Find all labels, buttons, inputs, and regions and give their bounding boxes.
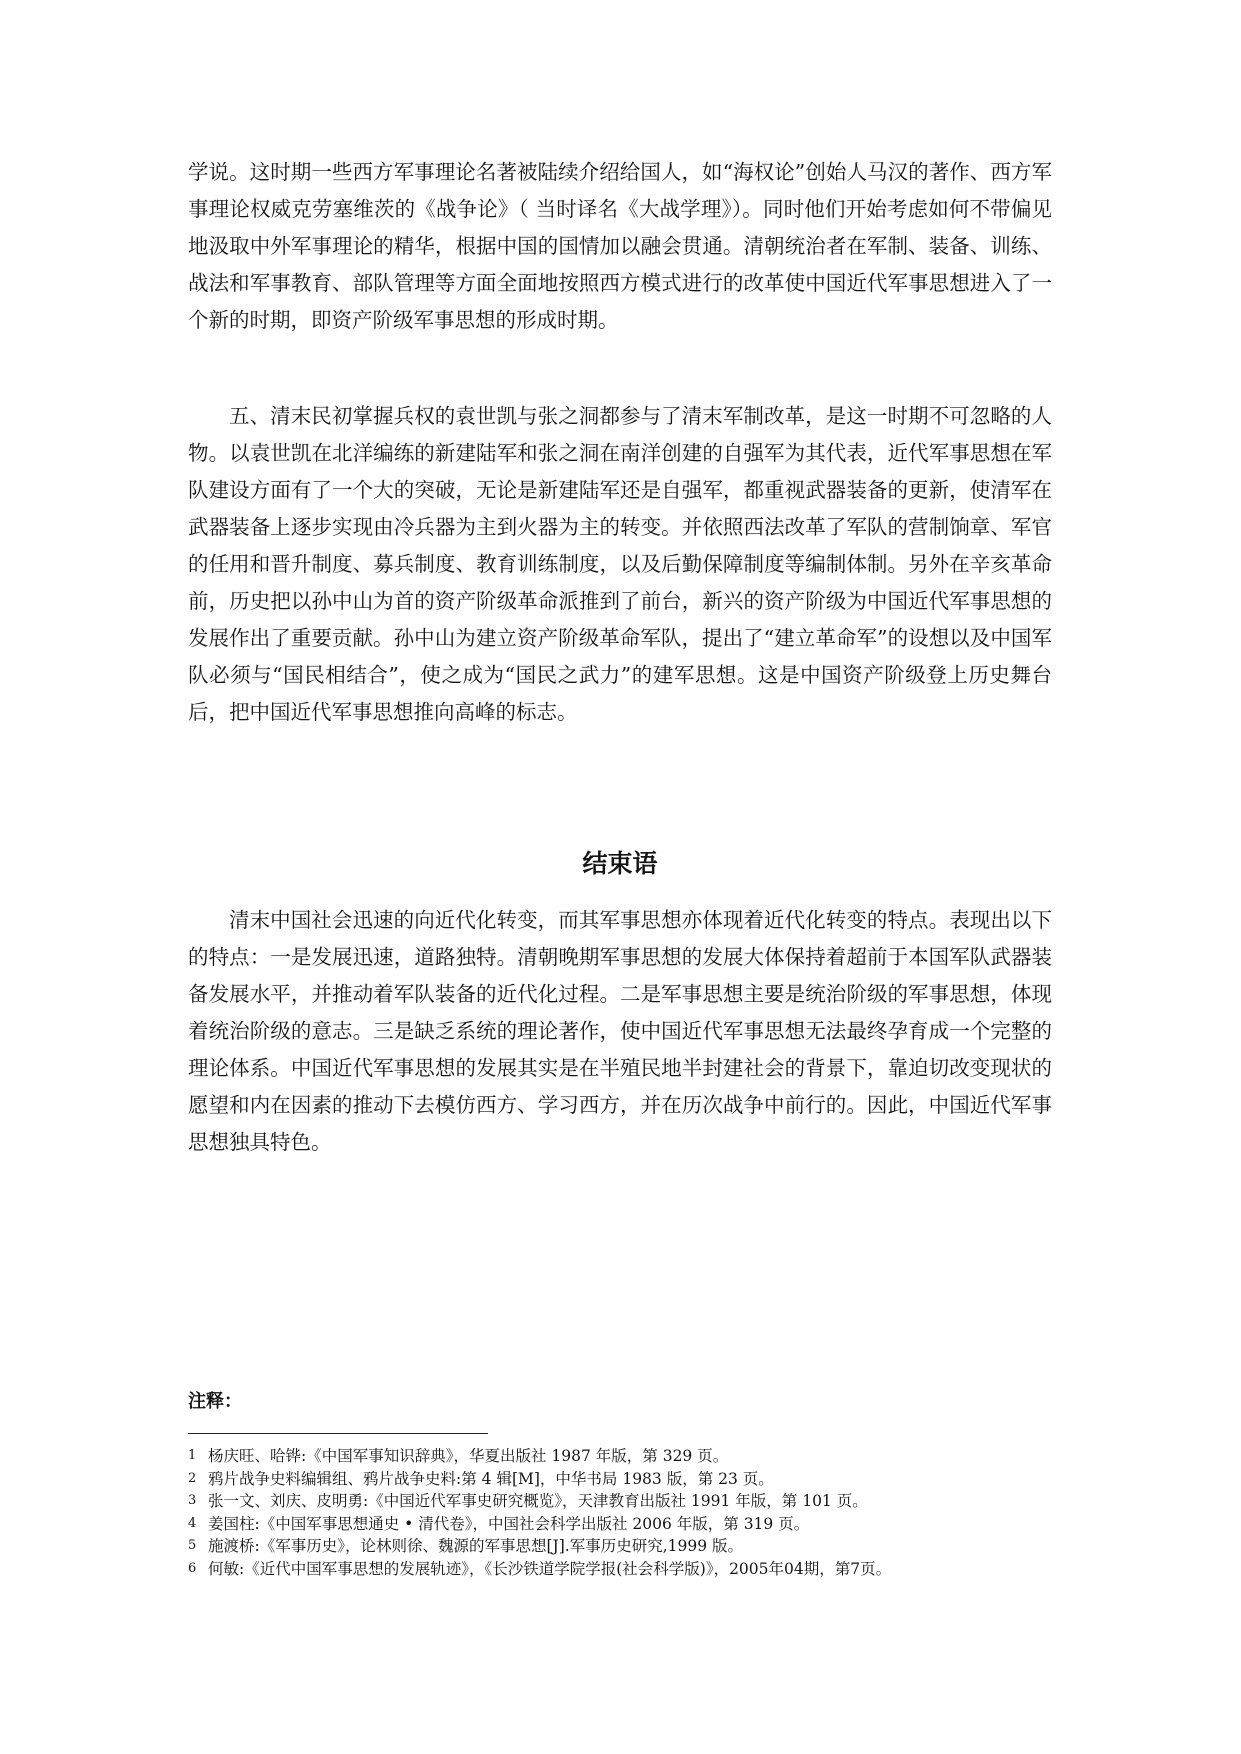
footnote-text: 施渡桥:《军事历史》，论林则徐、魏源的军事思想[J].军事历史研究,1999 版。 (208, 1537, 744, 1555)
notes-heading: 注释： (188, 1391, 242, 1412)
footnote-number: 4 (188, 1515, 197, 1531)
footnote-item (188, 1468, 1052, 1491)
footnote-item (188, 1558, 1052, 1581)
section-heading-conclusion: 结束语 (582, 849, 658, 878)
footnote-text: 鸦片战争史料编辑组、鸦片战争史料:第 4 辑[M]，中华书局 1983 版，第 23 页。 (208, 1469, 774, 1488)
footnote-number: 5 (188, 1538, 197, 1553)
paragraph-text: 清末中国社会迅速的向近代化转变，而其军事思想亦体现着近代化转变的特点。表现出以下的特点：一是发展迅速，道路独特。清朝晚期军事思想的发展大体保持着超前于本国军队武器装备发展水平，并推动着军队装备的近代化过程。二是军事思想主要是统治阶级的军事思想，体现着统治阶级的意志。三是缺乏系统的理论著作，使中国近代军事思想无法最终孕育成一个完整的理论体系。中国近代军事思想的发展其实是在半殖民地半封建社会的背景下，靠迫切改变现状的愿望和内在因素的推动下去模仿西方、学习西方，并在历次战争中前行的。因此，中国近代军事思想独具特色。 (188, 908, 1052, 1154)
body-paragraph-conclusion (188, 902, 1052, 1161)
footnote-number: 1 (188, 1448, 197, 1463)
footnote-item (188, 1513, 1052, 1536)
footnote-item (188, 1445, 1052, 1468)
body-paragraph-section-five (188, 398, 1052, 731)
footnote-text: 张一文、刘庆、皮明勇:《中国近代军事史研究概览》，天津教育出版社 1991 年版，第 101 页。 (208, 1492, 868, 1510)
paragraph-text: 五、清末民初掌握兵权的袁世凯与张之洞都参与了清末军制改革，是这一时期不可忽略的人物。以袁世凯在北洋编练的新建陆军和张之洞在南洋创建的自强军为其代表，近代军事思想在军队建设方面有了一个大的突破，无论是新建陆军还是自强军，都重视武器装备的更新，使清军在武器装备上逐步实现由冷兵器为主到火器为主的转变。并依照西法改革了军队的营制饷章、军官的任用和晋升制度、募兵制度、教育训练制度，以及后勤保障制度等编制体制。另外在辛亥革命前，历史把以孙中山为首的资产阶级革命派推到了前台，新兴的资产阶级为中国近代军事思想的发展作出了重要贡献。孙中山为建立资产阶级革命军队，提出了“建立革命军”的设想以及中国军队必须与“国民相结合”，使之成为“国民之武力”的建军思想。这是中国资产阶级登上历史舞台后，把中国近代军事思想推向高峰的标志。 (188, 404, 1052, 724)
body-paragraph-intro (188, 154, 1052, 339)
footnote-text: 杨庆旺、哈铧:《中国军事知识辞典》，华夏出版社 1987 年版，第 329 页。 (208, 1447, 729, 1465)
footnote-list (188, 1445, 1052, 1580)
footnote-text: 姜国柱:《中国军事思想通史 • 清代卷》，中国社会科学出版社 2006 年版，第 319 页。 (208, 1514, 810, 1533)
footnote-text: 何敏:《近代中国军事思想的发展轨迹》，《长沙铁道学院学报(社会科学版)》，2005年04期，第7页。 (208, 1559, 892, 1578)
footnote-number: 2 (188, 1470, 197, 1486)
footnote-number: 6 (188, 1560, 197, 1576)
paragraph-text: 学说。这时期一些西方军事理论名著被陆续介绍给国人，如“海权论”创始人马汉的著作、西方军事理论权威克劳塞维茨的《战争论》（ 当时译名《大战学理》）。同时他们开始考虑如何不带偏见地汲取中外军事理论的精华，根据中国的国情加以融会贯通。清朝统治者在军制、装备、训练、战法和军事教育、部队管理等方面全面地按照西方模式进行的改革使中国近代军事思想进入了一个新的时期，即资产阶级军事思想的形成时期。 (188, 160, 1052, 332)
footnote-number: 3 (188, 1493, 197, 1508)
footnote-separator (188, 1433, 488, 1434)
footnote-item (188, 1490, 1052, 1513)
footnote-item (188, 1535, 1052, 1558)
